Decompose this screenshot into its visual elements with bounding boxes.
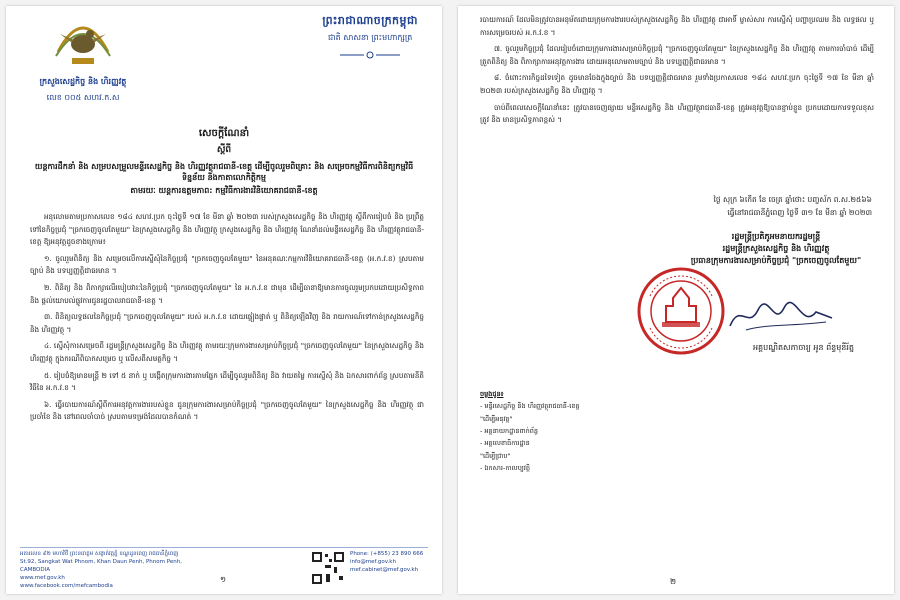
address-kh: អគារលេខ ៩២ មហាវិថី ព្រះនរោត្តម សង្កាត់វត្តភ្នំ ខណ្ឌដូនពេញ រាជធានីភ្នំពេញ (20, 551, 179, 557)
reference-number: លេខ ០០៥ សហវ.ក.ស (46, 93, 120, 102)
page-number: ២ (670, 577, 677, 586)
cc-item: - អគ្គនាយកដ្ឋានពាក់ព័ន្ធ (480, 427, 539, 436)
paragraph: ១. ចូលរួមពិនិត្យ និង សម្រេចលើការស្នើសុំនៃកិច្ចប្រជុំ "ច្រកចេញចូលតែមួយ" នៃអនុគណៈកម្មការវិនិយោគរាជធានី-ខេត្ត (អ.ក.វ.ខ) ស្របតាមច្បាប់ និង បទប្បញ្ញត្តិជាធរមាន ។ (30, 253, 424, 276)
phone-number: Phone: (+855) 23 890 666 (350, 551, 424, 557)
paragraph: ៥. រៀបចំឱ្យមានមន្ត្រី ២ ទៅ ៥ នាក់ ឬ បង្កើតក្រុមការងារតាមផ្នែក ដើម្បីចូលរួមពិនិត្យ និង វាយតម្លៃ ការស្នើសុំ និង ឯកសារពាក់ព័ន្ធ ស្របតាមនីតិវិធីនៃ អ.ក.វ.ខ ។ (30, 370, 424, 393)
paragraph: អនុលោមតាមប្រកាសលេខ ១៨៤ សហវ.ប្រក ចុះថ្ងៃទី ១៧ ខែ មីនា ឆ្នាំ ២០២៣ របស់ក្រសួងសេដ្ឋកិច្ច និង ហិរញ្ញវត្ថុ ស្តីពីការរៀបចំ និង ប្រព្រឹត្តទៅនៃកិច្ចប្រជុំ "ច្រកចេញចូលតែមួយ" នៃក្រសួងសេដ្ឋកិច្ច និង ហិរញ្ញវត្ថុ ក្រសួងសេដ្ឋកិច្ច និង ហិរញ្ញវត្ថុ ណែនាំដល់មន្ទីរសេដ្ឋកិច្ច និង ហិរញ្ញវត្ថុរាជធានី-ខេត្ត ឱ្យអនុវត្តដូចខាងក្រោម៖ (30, 212, 424, 247)
paragraph: ២. ពិនិត្យ និង ពិភាក្សាលើរបៀបវារៈនៃកិច្ចប្រជុំ "ច្រកចេញចូលតែមួយ" នៃ អ.ក.វ.ខ ជាមុន ដើម្បីធានាឱ្យមានការចូលរួមប្រកបដោយប្រសិទ្ធភាព និង ផ្តល់យោបល់ផ្លូវការជូនរដ្ឋបាលរាជធានី-ខេត្ត ។ (30, 282, 424, 305)
paragraph: ៤. ស្នើសុំការសម្រេចពី រដ្ឋមន្ត្រីក្រសួងសេដ្ឋកិច្ច និង ហិរញ្ញវត្ថុ តាមរយៈក្រុមការងារសម្រាប់កិច្ចប្រជុំ "ច្រកចេញចូលតែមួយ" នៃក្រសួងសេដ្ឋកិច្ច និង ហិរញ្ញវត្ថុ ក្នុងករណីពិបាកសម្រេច ឬ លើសពីសមត្ថកិច្ច ។ (30, 341, 424, 363)
signatory-title-2: រដ្ឋមន្ត្រីក្រសួងសេដ្ឋកិច្ច និង ហិរញ្ញវត្ថុ (722, 244, 830, 253)
cc-item: - អគ្គលេខាធិការដ្ឋាន (480, 439, 530, 448)
official-stamp-icon (636, 266, 726, 356)
footer-contact (350, 551, 423, 575)
signatory-title-3: ប្រធានក្រុមការងារសម្រាប់កិច្ចប្រជុំ "ច្រកចេញចូលតែមួយ" (690, 256, 862, 265)
cc-item: "ដើម្បីជ្រាប" (480, 451, 511, 460)
cc-item: - ឯកសារ-កាលប្បវត្តិ (480, 464, 530, 473)
subject-text: យន្តការដឹកនាំ និង សម្របសម្រួលមន្ទីរសេដ្ឋកិច្ច និង ហិរញ្ញវត្ថុរាជធានី-ខេត្ត ដើម្បីចូលរួមពិគ្រោះ និង សម្រេចកម្មវិធីការពិនិត្យកម្មវិធីទិន្នន័យ និងកាតាលោកិត្តិកម្ម (34, 162, 414, 183)
lunar-date: ថ្ងៃ សុក្រ ៦កើត ខែ ចេត្រ ឆ្នាំថោះ បញ្ចស័ក ព.ស.២៥៦៦ (713, 195, 872, 204)
qr-code-icon (310, 550, 346, 586)
address-en: St.92, Sangkat Wat Phnom, Khan Daun Penh, Phnom Penh, CAMBODIA (20, 558, 182, 573)
page-one (6, 6, 442, 594)
signatory-title-1: រដ្ឋមន្ត្រីប្រតិភូអមនាយករដ្ឋមន្ត្រី (731, 232, 821, 241)
kingdom-title: ព្រះរាជាណាចក្រកម្ពុជា (322, 14, 418, 27)
document-title (6, 126, 442, 197)
ornament-divider-icon (340, 51, 400, 59)
page-footer (20, 547, 428, 590)
handwritten-signature-icon (726, 296, 836, 336)
paragraph: ៣. ពិនិត្យលទ្ធផលនៃកិច្ចប្រជុំ "ច្រកចេញចូលតែមួយ" របស់ អ.ក.វ.ខ ដោយផ្ទៀងផ្ទាត់ ឬ ពិនិត្យឡើងវិញ និង រាយការណ៍ទៅកាន់ក្រសួងសេដ្ឋកិច្ច និង ហិរញ្ញវត្ថុ ។ (30, 312, 424, 334)
paragraph: របាយការណ៍ ដែលមិនត្រូវបានអនុម័តដោយក្រុមការងាររបស់ក្រសួងសេដ្ឋកិច្ច និង ហិរញ្ញវត្ថុ ជាអាទិ៍ ម្ចាស់សារ ការស្នើសុំ បញ្ហាប្រឈម និង លទ្ធផល ឬ ការសម្រេចរបស់ អ.ក.វ.ខ ។ (480, 15, 874, 37)
gregorian-date: ធ្វើនៅរាជធានីភ្នំពេញ ថ្ងៃទី ៣១ ខែ មីនា ឆ្នាំ ២០២៣ (727, 207, 872, 217)
cc-item: "ដើម្បីអនុវត្ត" (480, 414, 513, 423)
paragraph: ៦. ធ្វើរបាយការណ៍ស្តីពីការអនុវត្តការងាររបស់ខ្លួន ជូនក្រុមការងារសម្រាប់កិច្ចប្រជុំ "ច្រកចេញចូលតែមួយ" នៃក្រសួងសេដ្ឋកិច្ច និង ហិរញ្ញវត្ថុ ជាប្រចាំខែ និង នៅពេលចាំបាច់ ស្របតាមទម្រង់ដែលបានកំណត់ ។ (30, 399, 424, 422)
page-number: ១ (220, 575, 227, 584)
paragraph: ចាប់ពីពេលសេចក្តីណែនាំនេះ ត្រូវបានចេញផ្សាយ មន្ទីរសេដ្ឋកិច្ច និង ហិរញ្ញវត្ថុរាជធានី-ខេត្ត ត្រូវអនុវត្តឱ្យបានខ្ជាប់ខ្ជួន ប្រកបដោយការទទួលខុសត្រូវ និង មានប្រសិទ្ធភាពខ្ពស់ ។ (480, 102, 874, 125)
footer-address (20, 551, 190, 591)
cc-heading: ចម្លងជូន៖ (480, 390, 504, 398)
cabinet-email-link[interactable]: mef.cabinet@mef.gov.kh (350, 566, 419, 573)
ministry-name: ក្រសួងសេដ្ឋកិច្ច និង ហិរញ្ញវត្ថុ (39, 77, 127, 86)
page-one-body (30, 211, 424, 428)
page-two (458, 6, 894, 594)
subject-label: ស្តីពី (216, 145, 232, 155)
date-block (622, 194, 872, 220)
kingdom-header (322, 14, 418, 63)
subject-via: តាមរយៈ យន្តការឧត្តមភាព: កម្មវិធីការងារវិនិយោគរាជធានី-ខេត្ត (130, 186, 318, 196)
email-link[interactable]: info@mef.gov.kh (350, 558, 396, 565)
national-motto: ជាតិ សាសនា ព្រះមហាក្សត្រ (328, 33, 413, 42)
website-link[interactable]: www.mef.gov.kh (20, 574, 65, 581)
signatory-block (676, 231, 876, 267)
cc-list (480, 388, 670, 474)
ministry-logo-block (24, 12, 142, 104)
ministry-seal-icon (48, 12, 118, 70)
page-two-body (480, 14, 874, 131)
facebook-link[interactable]: www.facebook.com/mefcambodia (20, 582, 113, 589)
signatory-name: អគ្គបណ្ឌិតសភាចារ្យ អូន ព័ន្ធមុនីរ័ត្ន (752, 343, 854, 352)
cc-item: - មន្ទីរសេដ្ឋកិច្ច និង ហិរញ្ញវត្ថុរាជធានី-ខេត្ត (480, 402, 580, 411)
doc-type: សេចក្តីណែនាំ (198, 128, 250, 139)
paragraph: ៨. ចំពោះការកិច្ចដទៃទៀត ដូចមានចែងក្នុងច្បាប់ និង បទប្បញ្ញត្តិជាធរមាន រួមទាំងប្រកាសលេខ ១៨៤ សហវ.ប្រក ចុះថ្ងៃទី ១៧ ខែ មីនា ឆ្នាំ ២០២៣ របស់ក្រសួងសេដ្ឋកិច្ច និង ហិរញ្ញវត្ថុ ។ (480, 73, 874, 95)
paragraph: ៧. ចូលរួមកិច្ចប្រជុំ ដែលរៀបចំដោយក្រុមការងារសម្រាប់កិច្ចប្រជុំ "ច្រកចេញចូលតែមួយ" នៃក្រសួងសេដ្ឋកិច្ច និង ហិរញ្ញវត្ថុ តាមការចាំបាច់ ដើម្បីត្រួតពិនិត្យ និង ពិភាក្សាការអនុវត្តការងារ ដោយអនុលោមតាមច្បាប់ និង បទប្បញ្ញត្តិជាធរមាន ។ (480, 44, 874, 66)
